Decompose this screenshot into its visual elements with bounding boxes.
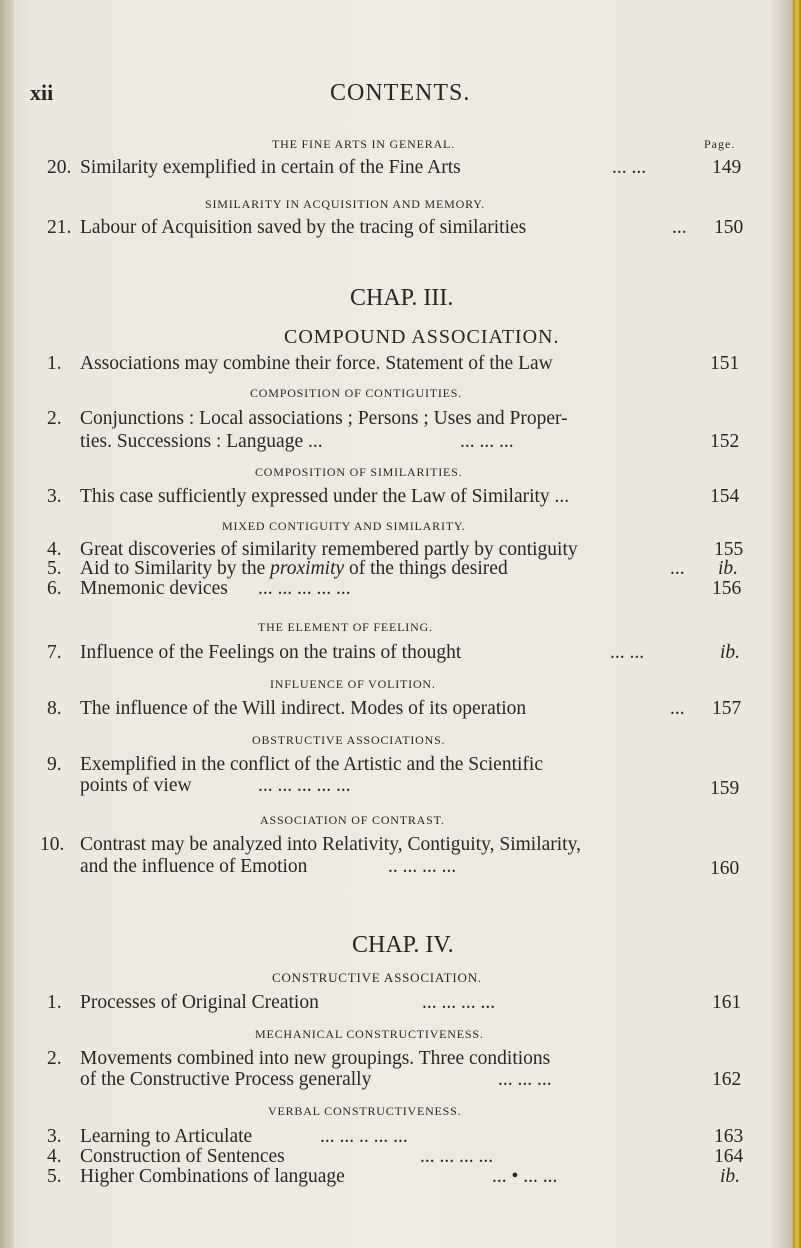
entry-number: 7. [47,642,62,663]
entry-number: 4. [47,539,62,560]
entry-text-italic: proximity [270,558,345,579]
section-heading: VERBAL CONSTRUCTIVENESS. [268,1104,462,1118]
entry-number: 4. [47,1146,62,1167]
section-heading: COMPOSITION OF CONTIGUITIES. [250,386,463,400]
entry-text: Higher Combinations of language [80,1166,345,1187]
section-heading: COMPOSITION OF SIMILARITIES. [255,465,463,479]
entry-page: 154 [710,486,740,507]
entry-text: This case sufficiently expressed under the Law of Similarity ... [80,486,570,507]
entry-page: ib. [720,642,741,663]
entry-text-continued: of the Constructive Process generally [80,1069,372,1090]
leader-dots: ... ... ... [498,1069,552,1090]
chapter-subtitle: COMPOUND ASSOCIATION. [284,326,560,348]
entry-number: 5. [47,1166,62,1187]
section-heading: THE FINE ARTS IN GENERAL. [272,137,455,151]
leader-dots: ... • ... ... [492,1166,558,1187]
entry-page: 157 [712,698,742,719]
entry-text-continued: and the influence of Emotion [80,856,308,877]
entry-text: Associations may combine their force. Statement of the Law [80,353,553,374]
entry-text-part: Aid to Similarity by the [80,558,271,579]
entry-text-part: of the things desired [344,558,508,579]
entry-text: Conjunctions : Local associations ; Persons ; Uses and Proper- [80,408,568,429]
entry-text: Processes of Original Creation [80,992,319,1013]
entry-page: 162 [712,1069,742,1090]
leader-dots: ... ... ... ... ... [258,775,351,796]
entry-number: 1. [47,353,62,374]
entry-text: Influence of the Feelings on the trains of thought [80,642,462,663]
entry-number: 3. [47,486,62,507]
entry-number: 2. [47,1048,62,1069]
section-heading: MECHANICAL CONSTRUCTIVENESS. [255,1027,484,1041]
leader-dots: ... ... ... ... ... [258,578,351,599]
section-heading: THE ELEMENT OF FEELING. [258,620,433,634]
entry-number: 21. [47,217,72,238]
entry-number: 5. [47,558,62,579]
entry-page: 160 [710,858,740,879]
entry-text [80,558,508,580]
entry-text: Contrast may be analyzed into Relativity, Contiguity, Similarity, [80,834,581,855]
chapter-title: CHAP. III. [350,285,454,311]
entry-page: 155 [714,539,744,560]
entry-text-continued: points of view [80,775,192,796]
leader-dots: ... ... [612,157,647,178]
entry-number: 6. [47,578,62,599]
entry-text: Similarity exemplified in certain of the Fine Arts [80,157,461,178]
leader-dots: ... ... .. ... ... [320,1126,408,1147]
entry-page: 156 [712,578,742,599]
chapter-title: CHAP. IV. [352,932,454,958]
entry-text: The influence of the Will indirect. Modes of its operation [80,698,527,719]
leader-dots: ... ... ... [460,431,514,452]
entry-page: 161 [712,992,742,1013]
entry-page: 163 [714,1126,744,1147]
section-heading: MIXED CONTIGUITY AND SIMILARITY. [222,519,466,533]
page-column-label: Page. [704,137,736,151]
section-heading: INFLUENCE OF VOLITION. [270,677,436,691]
entry-page: 159 [710,778,740,799]
entry-text: Learning to Articulate [80,1126,253,1147]
entry-number: 8. [47,698,62,719]
entry-page: ib. [720,1166,741,1187]
leader-dots: .. ... ... ... [388,856,457,877]
leader-dots: ... ... [610,642,645,663]
entry-text: Mnemonic devices [80,578,228,599]
leader-dots: ... [670,558,685,579]
entry-page: 164 [714,1146,744,1167]
page-gutter [0,0,14,1248]
section-heading: ASSOCIATION OF CONTRAST. [260,813,445,827]
entry-page: 150 [714,217,744,238]
entry-text-continued: ties. Successions : Language ... [80,431,323,452]
entry-page: 151 [710,353,740,374]
entry-number: 9. [47,754,62,775]
entry-number: 3. [47,1126,62,1147]
entry-text: Labour of Acquisition saved by the tracing of similarities [80,217,527,238]
gilt-page-edge [793,0,801,1248]
entry-page: ib. [718,558,739,579]
entry-number: 2. [47,408,62,429]
entry-text: Great discoveries of similarity remembered partly by contiguity [80,539,578,560]
entry-page: 152 [710,431,740,452]
entry-number: 1. [47,992,62,1013]
page-number: xii [30,80,54,105]
chapter-subtitle: CONSTRUCTIVE ASSOCIATION. [272,970,482,985]
leader-dots: ... ... ... ... [420,1146,494,1167]
entry-text: Exemplified in the conflict of the Artistic and the Scientific [80,754,543,775]
entry-number: 20. [47,157,72,178]
section-heading: OBSTRUCTIVE ASSOCIATIONS. [252,733,446,747]
entry-number: 10. [40,834,65,855]
leader-dots: ... [670,698,685,719]
running-title: CONTENTS. [330,80,471,106]
entry-text: Construction of Sentences [80,1146,285,1167]
leader-dots: ... ... ... ... [422,992,496,1013]
leader-dots: ... [672,217,687,238]
entry-page: 149 [712,157,742,178]
entry-text: Movements combined into new groupings. Three conditions [80,1048,551,1069]
section-heading: SIMILARITY IN ACQUISITION AND MEMORY. [205,197,485,211]
